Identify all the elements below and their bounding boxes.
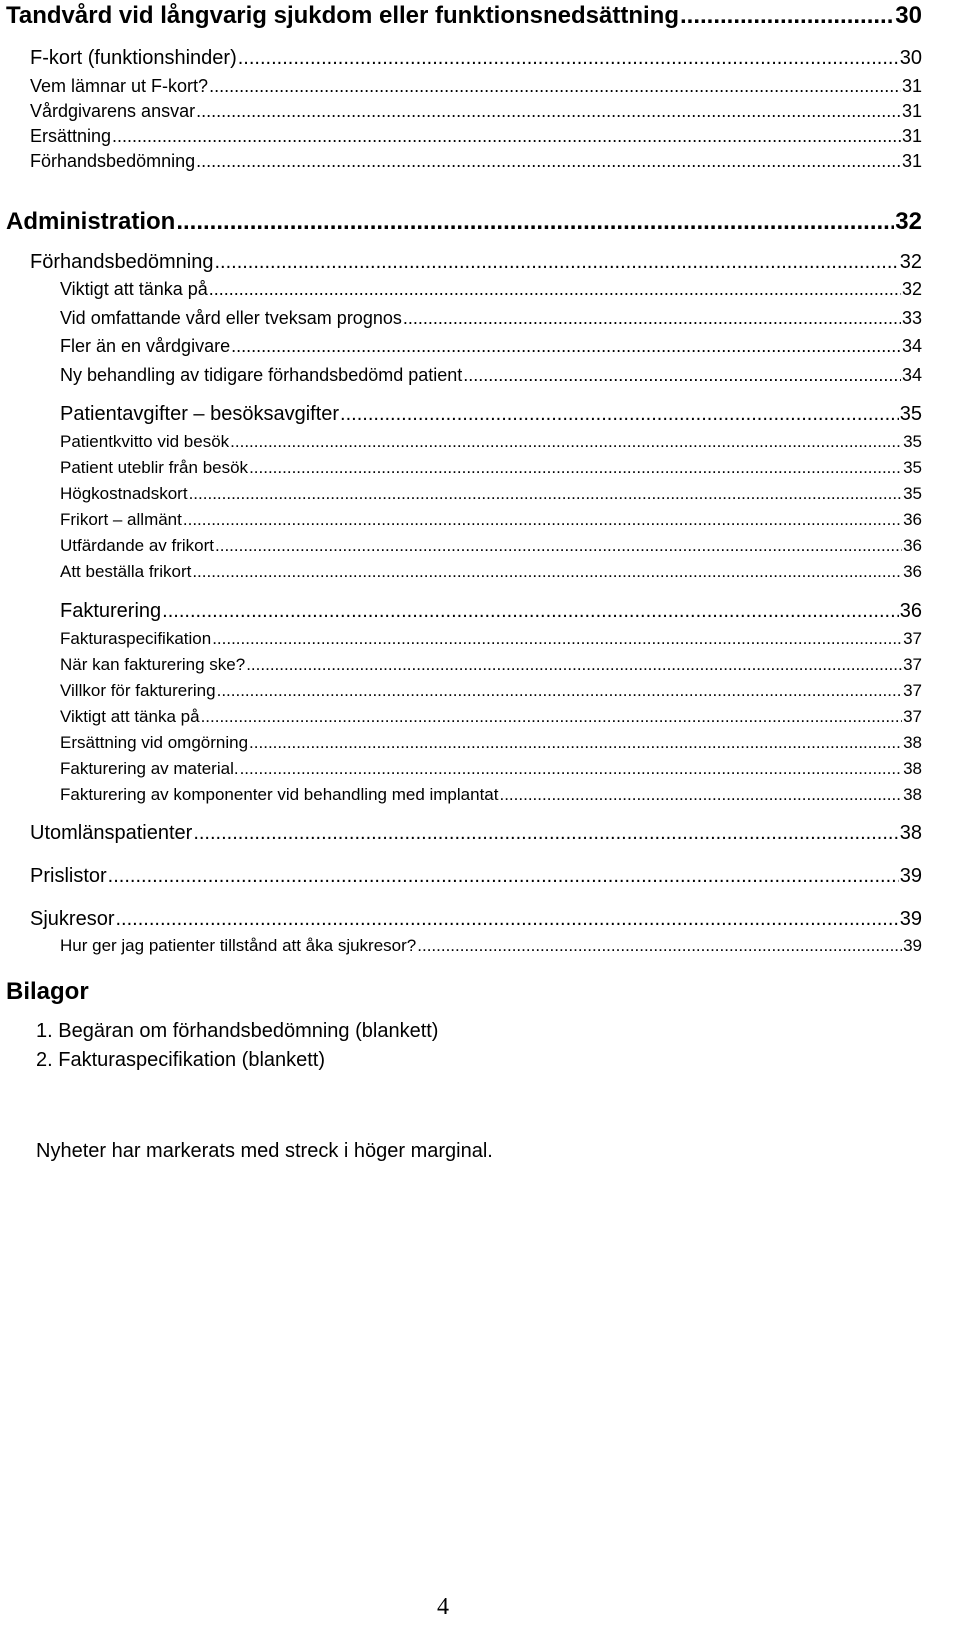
toc-entry[interactable] [60,403,922,426]
toc-entry[interactable] [30,865,922,888]
toc-entry-page: 39 [899,865,922,887]
toc-entry-page: 31 [901,101,922,121]
toc-leader [249,458,902,478]
revision-note: Nyheter har markerats med streck i höger marginal. [36,1140,493,1162]
toc-entry-label: Utomlänspatienter [30,822,193,844]
toc-entry-page: 38 [899,822,922,844]
toc-leader [193,822,898,845]
toc-entry-page: 37 [903,681,922,700]
toc-entry-label: Fler än en vårdgivare [60,336,231,356]
toc-leader [192,562,902,582]
toc-entry-page: 38 [903,759,922,778]
toc-entry-page: 30 [895,2,922,29]
attachment-item: 1. Begäran om förhandsbedömning (blankett) [36,1020,439,1042]
toc-leader [240,759,903,779]
toc-entry-page: 36 [903,536,922,555]
toc-leader [340,403,899,426]
toc-entry-page: 39 [903,936,922,955]
toc-entry-label: F-kort (funktionshinder) [30,47,237,69]
toc-leader [417,936,902,956]
toc-entry[interactable] [60,432,922,452]
attachment-item: 2. Fakturaspecifikation (blankett) [36,1049,326,1071]
toc-entry[interactable] [6,208,922,236]
toc-entry[interactable] [60,536,922,556]
toc-entry-label: Viktigt att tänka på [60,279,208,299]
toc-entry-page: 35 [903,458,922,477]
toc-leader [463,365,901,386]
toc-entry-page: 32 [899,251,922,273]
toc-leader [249,733,902,753]
toc-leader [189,484,903,504]
toc-entry-page: 35 [903,432,922,451]
toc-entry-page: 39 [899,908,922,930]
toc-entry-page: 36 [899,600,922,622]
toc-entry[interactable] [60,562,922,582]
toc-entry-label: Patientkvitto vid besök [60,432,230,451]
toc-entry[interactable] [60,759,922,779]
toc-entry-label: Förhandsbedömning [30,251,214,273]
toc-entry-label: Att beställa frikort [60,562,192,581]
toc-entry[interactable] [60,707,922,727]
toc-entry-label: Hur ger jag patienter tillstånd att åka sjukresor? [60,936,417,955]
toc-leader [217,681,902,701]
toc-entry-page: 38 [903,785,922,804]
toc-entry-label: Vid omfattande vård eller tveksam prognos [60,308,402,328]
toc-entry-label: Villkor för fakturering [60,681,216,700]
toc-entry-label: Ersättning [30,126,112,146]
toc-leader [209,279,901,300]
toc-leader [196,151,901,172]
toc-leader [115,908,898,931]
toc-entry[interactable] [60,600,922,623]
toc-entry-page: 37 [903,707,922,726]
toc-entry[interactable] [30,151,922,172]
toc-entry[interactable] [60,279,922,300]
toc-entry-page: 35 [903,484,922,503]
toc-entry[interactable] [60,458,922,478]
toc-entry-label: Ny behandling av tidigare förhandsbedömd patient [60,365,463,385]
toc-entry-label: Viktigt att tänka på [60,707,200,726]
toc-entry-label: Patientavgifter – besöksavgifter [60,403,340,425]
toc-entry[interactable] [30,822,922,845]
toc-leader [680,2,894,30]
toc-leader [214,251,898,274]
toc-entry[interactable] [6,2,922,30]
toc-entry-label: Utfärdande av frikort [60,536,215,555]
toc-entry-page: 31 [901,76,922,96]
toc-entry[interactable] [60,484,922,504]
toc-entry[interactable] [60,308,922,329]
toc-entry-page: 31 [901,126,922,146]
toc-leader [499,785,902,805]
toc-entry[interactable] [60,510,922,530]
toc-leader [209,76,901,97]
toc-entry-label: Fakturering av material. [60,759,239,778]
toc-entry-label: Vårdgivarens ansvar [30,101,196,121]
toc-entry-page: 32 [901,279,922,299]
toc-entry-label: Fakturering av komponenter vid behandling med implantat [60,785,499,804]
toc-entry-page: 35 [899,403,922,425]
toc-entry-label: Ersättning vid omgörning [60,733,249,752]
bilagor-heading: Bilagor [6,978,89,1005]
toc-entry[interactable] [60,336,922,357]
toc-entry-label: Patient uteblir från besök [60,458,249,477]
toc-leader [238,47,899,70]
toc-leader [112,126,901,147]
toc-entry-label: När kan fakturering ske? [60,655,246,674]
toc-leader [176,208,894,236]
toc-entry-label: Sjukresor [30,908,115,930]
toc-entry-label: Förhandsbedömning [30,151,196,171]
toc-leader [403,308,901,329]
toc-entry-page: 36 [903,510,922,529]
toc-entry-label: Högkostnadskort [60,484,188,503]
toc-leader [246,655,902,675]
toc-entry-page: 34 [901,365,922,385]
toc-leader [183,510,902,530]
toc-entry-label: Tandvård vid långvarig sjukdom eller funktionsnedsättning [6,2,679,29]
toc-entry-label: Vem lämnar ut F-kort? [30,76,209,96]
toc-entry[interactable] [60,681,922,701]
toc-entry[interactable] [30,47,922,70]
toc-entry[interactable] [30,101,922,122]
page-number: 4 [437,1594,449,1620]
toc-entry-label: Administration [6,208,176,235]
toc-entry[interactable] [30,126,922,147]
toc-entry-page: 34 [901,336,922,356]
toc-entry-page: 36 [903,562,922,581]
toc-leader [215,536,902,556]
toc-entry-label: Frikort – allmänt [60,510,182,529]
toc-entry-label: Prislistor [30,865,107,887]
toc-entry[interactable] [60,655,922,675]
toc-entry-page: 37 [903,655,922,674]
toc-entry-page: 30 [899,47,922,69]
toc-entry-label: Fakturering [60,600,162,622]
toc-leader [212,629,902,649]
toc-entry[interactable] [30,76,922,97]
toc-entry-page: 37 [903,629,922,648]
toc-entry[interactable] [60,629,922,649]
toc-entry[interactable] [60,733,922,753]
toc-entry[interactable] [60,785,922,805]
toc-leader [162,600,899,623]
toc-leader [230,432,902,452]
toc-entry-label: Fakturaspecifikation [60,629,212,648]
toc-leader [196,101,901,122]
toc-entry[interactable] [60,365,922,386]
toc-entry-page: 31 [901,151,922,171]
toc-entry-page: 33 [901,308,922,328]
toc-leader [108,865,899,888]
toc-leader [201,707,903,727]
toc-entry[interactable] [30,908,922,931]
toc-entry-page: 38 [903,733,922,752]
toc-entry[interactable] [30,251,922,274]
toc-entry[interactable] [60,936,922,956]
toc-entry-page: 32 [895,208,922,235]
toc-leader [231,336,901,357]
